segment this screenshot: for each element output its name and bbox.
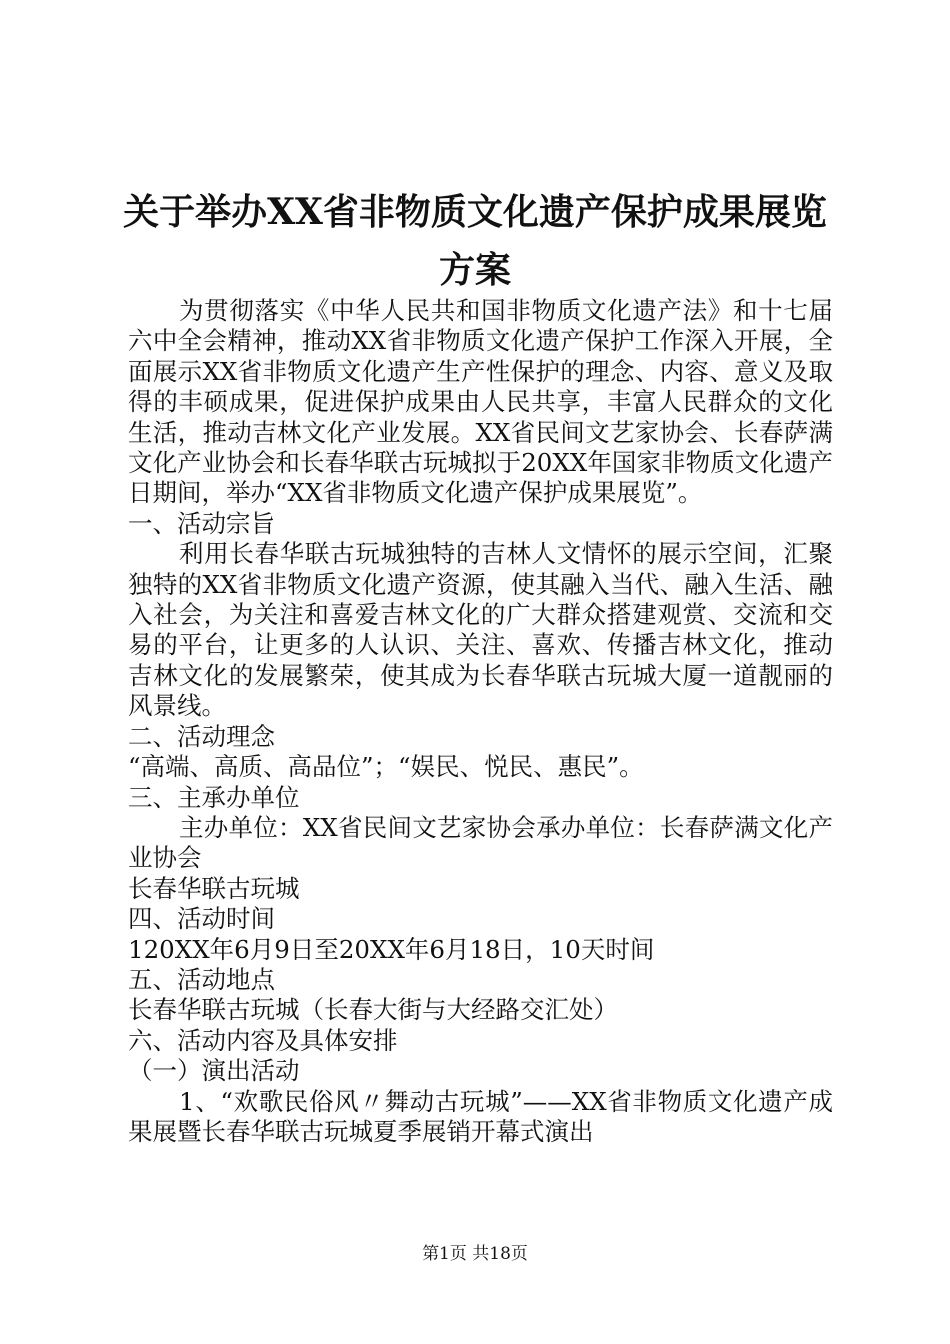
intro-paragraph: 为贯彻落实《中华人民共和国非物质文化遗产法》和十七届六中全会精神，推动XX省非物质文化遗产保护工作深入开展，全面展示XX省非物质文化遗产生产性保护的理念、内容、意义及取得的丰硕成果，促进保护成果由人民共享，丰富人民群众的文化生活，推动吉林文化产业发展。XX省民间文艺家协会、长春萨满文化产业协会和长春华联古玩城拟于20XX年国家非物质文化遗产日期间，举办“XX省非物质文化遗产保护成果展览”。 xyxy=(128,296,833,508)
section-heading-venue: 五、活动地点 xyxy=(128,964,275,994)
section-heading-organizers: 三、主承办单位 xyxy=(128,782,300,812)
concept-paragraph: “高端、高质、高品位”；“娱民、悦民、惠民”。 xyxy=(128,752,644,782)
document-body xyxy=(128,296,833,1147)
section-heading-purpose: 一、活动宗旨 xyxy=(128,508,275,538)
document-title-line-2: 方案 xyxy=(438,249,511,291)
time-line: 120XX年6月9日至20XX年6月18日，10天时间 xyxy=(128,934,655,964)
section-heading-time: 四、活动时间 xyxy=(128,904,275,934)
co-organizer-line: 长春华联古玩城 xyxy=(128,873,300,903)
venue-line: 长春华联古玩城（长春大街与大经路交汇处） xyxy=(128,995,618,1025)
organizers-paragraph: 主办单位：XX省民间文艺家协会承办单位：长春萨满文化产业协会 xyxy=(128,812,833,873)
page-footer: 第1页 共18页 xyxy=(422,1244,528,1264)
subsection-heading-performance: （一）演出活动 xyxy=(128,1056,300,1086)
item-1-paragraph: 1、“欢歌民俗风〃舞动古玩城”——XX省非物质文化遗产成果展暨长春华联古玩城夏季展销开幕式演出 xyxy=(128,1086,833,1146)
section-heading-content: 六、活动内容及具体安排 xyxy=(128,1025,398,1055)
document-title-line-1: 关于举办XX省非物质文化遗产保护成果展览 xyxy=(123,191,827,233)
section-heading-concept: 二、活动理念 xyxy=(128,721,275,751)
purpose-paragraph: 利用长春华联古玩城独特的吉林人文情怀的展示空间，汇聚独特的XX省非物质文化遗产资源，使其融入当代、融入生活、融入社会，为关注和喜爱吉林文化的广大群众搭建观赏、交流和交易的平台，让更多的人认识、关注、喜欢、传播吉林文化，推动吉林文化的发展繁荣，使其成为长春华联古玩城大厦一道靓丽的风景线。 xyxy=(128,539,833,721)
